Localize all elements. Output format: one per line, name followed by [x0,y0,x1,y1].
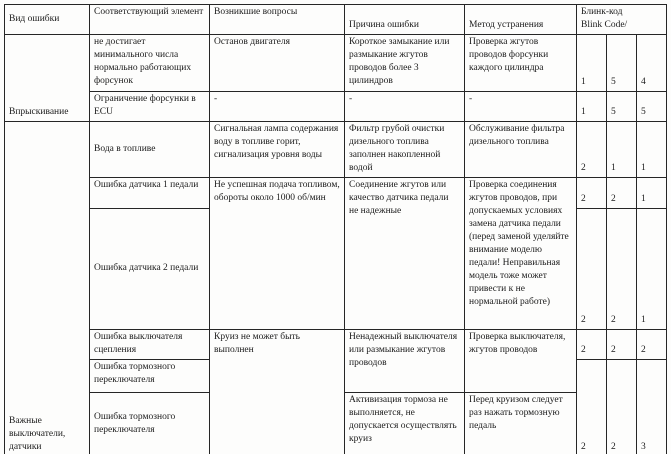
cell-r8-remedy: Перед круизом следует раз нажать тормозную педаль [465,393,577,454]
header-remedy: Метод устранения [465,5,577,35]
header-element: Соответствующий элемент [90,5,210,35]
header-blink-code-ru: Блинк-код [581,7,623,17]
fault-code-table [4,4,667,454]
blink-digit: 1 [577,92,607,122]
blink-digit: 2 [607,209,637,330]
blink-digit: 1 [607,122,637,178]
cell-r1-element: не достигает минимального числа нормально работающих форсунок [90,35,210,92]
cell-r1-cause: Короткое замыкание или размыкание жгутов проводов более 3 цилиндров [345,35,465,92]
blink-digit: 2 [607,178,637,209]
cell-r4-cause: Соединение жгутов или качество датчика педали не надежные [345,178,465,330]
cell-r8-cause: Активизация тормоза не выполняется, не допускается осуществлять круиз [345,393,465,454]
blink-digit: 1 [577,35,607,92]
blink-digit: 2 [577,330,607,360]
blink-digit: 2 [637,330,667,360]
cell-r7-element: Ошибка тормозного переключателя [90,360,210,393]
blink-digit: 2 [577,178,607,209]
blink-digit: 2 [577,360,607,454]
cell-r5-element: Ошибка датчика 2 педали [90,209,210,330]
blink-digit: 2 [577,122,607,178]
blink-digit: 5 [607,35,637,92]
cell-r4-element: Ошибка датчика 1 педали [90,178,210,209]
header-error-type: Вид ошибки [5,5,90,35]
blink-digit: 2 [577,209,607,330]
cell-r6-remedy: Проверка выключателя, жгутов проводов [465,330,577,393]
cell-r3-remedy: Обслуживание фильтра дизельного топлива [465,122,577,178]
cell-r2-element: Ограничение форсунки в ECU [90,92,210,122]
cell-r3-cause: Фильтр грубой очистки дизельного топлива заполнен накопленной водой [345,122,465,178]
blink-digit: 5 [637,92,667,122]
blink-digit: 2 [607,330,637,360]
header-questions: Возникшие вопросы [210,5,345,35]
header-blink-code [577,5,667,35]
cell-r3-element: Вода в топливе [90,122,210,178]
cell-r6-cause: Ненадежный выключателя или размыкание жгутов проводов [345,330,465,393]
cell-r4-remedy: Проверка соединения жгутов проводов, при допускаемых условиях замена датчика педали (перед заменой уделяйте внимание моделю педали! Неправильная модель тоже может привести к не нормальной работе) [465,178,577,330]
blink-digit: 1 [637,122,667,178]
cell-r6-element: Ошибка выключателя сцепления [90,330,210,360]
group-switches: Важные выключатели, датчики [5,122,90,454]
group-injection: Впрыскивание [5,35,90,122]
blink-digit: 1 [637,178,667,209]
blink-digit: 3 [637,360,667,454]
cell-r4-question: Не успешная подача топливом, обороты около 1000 об/мин [210,178,345,330]
header-blink-code-en: Blink Code/ [581,20,628,30]
cell-r1-question: Останов двигателя [210,35,345,92]
cell-r8-element: Ошибка тормозного переключателя [90,393,210,454]
cell-r3-question: Сигнальная лампа содержания воду в топливе горит, сигнализация уровня воды [210,122,345,178]
cell-r2-question: - [210,92,345,122]
blink-digit: 5 [607,92,637,122]
cell-r1-remedy: Проверка жгутов проводов форсунки каждого цилиндра [465,35,577,92]
blink-digit: 2 [607,360,637,454]
cell-r6-question: Круиз не может быть выполнен [210,330,345,454]
cell-r2-remedy: - [465,92,577,122]
blink-digit: 4 [637,35,667,92]
blink-digit: 1 [637,209,667,330]
cell-r2-cause: - [345,92,465,122]
header-cause: Причина ошибки [345,5,465,35]
